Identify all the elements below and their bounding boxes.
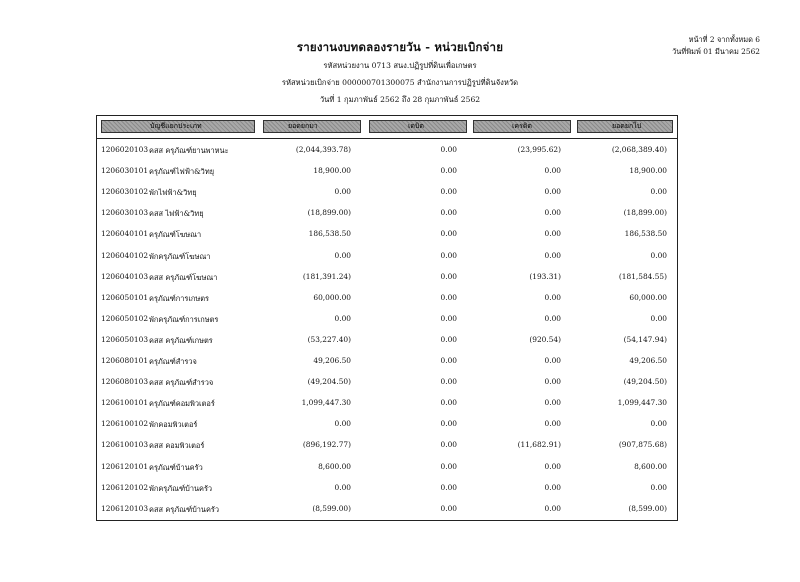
closing-balance: 8,600.00: [634, 461, 667, 471]
closing-balance: (2,068,389.40): [611, 145, 667, 154]
table-row: [97, 498, 677, 520]
opening-balance: (2,044,393.78): [295, 145, 351, 154]
closing-balance: (18,899.00): [623, 208, 667, 218]
account-name: คสส ครุภัณฑ์บ้านครัว: [149, 504, 220, 514]
account-code: 1206030103: [101, 208, 149, 218]
opening-balance: 18,900.00: [313, 166, 351, 176]
account-name: คสส ครุภัณฑ์สำรวจ: [149, 378, 214, 388]
opening-balance: 0.00: [334, 419, 351, 429]
table-row: [97, 245, 677, 267]
account-code: 1206040102: [101, 250, 149, 260]
account-name: ครุภัณฑ์บ้านครัว: [149, 462, 203, 472]
opening-balance: 60,000.00: [313, 292, 351, 302]
closing-balance: (907,875.68): [618, 440, 667, 450]
account-name: ครุภัณฑ์โฆษณา: [149, 230, 202, 240]
account-code: 1206080103: [101, 377, 149, 387]
credit-amount: 0.00: [544, 229, 561, 239]
account-name: ครุภัณฑ์คอมพิวเตอร์: [149, 399, 215, 409]
opening-balance: 8,600.00: [318, 461, 351, 471]
debit-amount: 0.00: [440, 145, 457, 154]
trial-balance-table: [96, 115, 678, 521]
credit-amount: (23,995.62): [517, 145, 561, 154]
table-row: [97, 413, 677, 435]
closing-balance: (181,584.55): [618, 271, 667, 281]
table-row: [97, 223, 677, 245]
account-name: ครุภัณฑ์ไฟฟ้า&วิทยุ: [149, 167, 215, 177]
opening-balance: (53,227.40): [307, 334, 351, 344]
account-name: คสส ครุภัณฑ์ยานพาหนะ: [149, 146, 229, 155]
report-title: รายงานงบทดลองรายวัน - หน่วยเบิกจ่าย: [296, 40, 504, 54]
opening-balance: 0.00: [334, 250, 351, 260]
table-row: [97, 160, 677, 182]
disbursement-unit-line: รหัสหน่วยเบิกจ่าย 000000701300075 สำนักงานการปฏิรูปที่ดินจังหวัด: [281, 78, 519, 87]
opening-balance: (49,204.50): [307, 377, 351, 387]
table-row: [97, 308, 677, 330]
account-code: 1206050102: [101, 313, 149, 323]
account-name: พักครุภัณฑ์บ้านครัว: [149, 483, 213, 493]
credit-amount: 0.00: [544, 166, 561, 176]
column-header-credit: [473, 120, 571, 133]
closing-balance: 1,099,447.30: [617, 398, 667, 408]
credit-amount: (11,682.91): [517, 440, 561, 450]
debit-amount: 0.00: [440, 229, 457, 239]
credit-amount: (920.54): [529, 334, 561, 344]
date-range-line: วันที่ 1 กุมภาพันธ์ 2562 ถึง 28 กุมภาพันธ์ 2562: [319, 95, 481, 104]
table-row: [97, 202, 677, 224]
opening-balance: 0.00: [334, 187, 351, 197]
debit-amount: 0.00: [440, 461, 457, 471]
column-header-account: [101, 120, 255, 133]
account-code: 1206030102: [101, 187, 149, 197]
opening-balance: 186,538.50: [308, 229, 351, 239]
account-name: พักไฟฟ้า&วิทยุ: [149, 188, 197, 198]
closing-balance: 0.00: [650, 419, 667, 429]
account-name: พักครุภัณฑ์การเกษตร: [149, 314, 219, 324]
credit-amount: 0.00: [544, 398, 561, 408]
account-name: ครุภัณฑ์การเกษตร: [149, 293, 210, 303]
account-name: พักครุภัณฑ์โฆษณา: [149, 251, 211, 261]
debit-amount: 0.00: [440, 419, 457, 429]
debit-amount: 0.00: [440, 440, 457, 450]
closing-balance: 49,206.50: [629, 356, 667, 365]
closing-balance: 60,000.00: [629, 292, 667, 302]
credit-amount: 0.00: [544, 250, 561, 260]
account-code: 1206120102: [101, 482, 149, 492]
table-row: [97, 392, 677, 414]
account-code: 1206050101: [101, 292, 149, 302]
page-number: หน้าที่ 2 จากทั้งหมด 6: [688, 35, 760, 44]
credit-amount: 0.00: [544, 292, 561, 302]
table-row: [97, 287, 677, 309]
column-header-account-label: บัญชีแยกประเภท: [150, 122, 202, 130]
closing-balance: (54,147.94): [623, 334, 667, 344]
credit-amount: 0.00: [544, 187, 561, 197]
agency-line: รหัสหน่วยงาน 0713 สนง.ปฏิรูปที่ดินเพื่อเกษตร: [323, 61, 477, 70]
table-row: [97, 329, 677, 351]
opening-balance: 0.00: [334, 482, 351, 492]
debit-amount: 0.00: [440, 166, 457, 176]
column-header-opening-label: ยอดยกมา: [288, 122, 318, 130]
account-code: 1206120101: [101, 461, 149, 471]
table-row: [97, 456, 677, 478]
account-name: ครุภัณฑ์สำรวจ: [149, 357, 197, 366]
closing-balance: 0.00: [650, 313, 667, 323]
table-row: [97, 434, 677, 456]
credit-amount: 0.00: [544, 377, 561, 387]
account-name: พักคอมพิวเตอร์: [149, 420, 198, 430]
closing-balance: (49,204.50): [623, 377, 667, 387]
account-code: 1206040103: [101, 271, 149, 281]
debit-amount: 0.00: [440, 377, 457, 387]
column-header-debit: [369, 120, 467, 133]
debit-amount: 0.00: [440, 398, 457, 408]
account-code: 1206030101: [101, 166, 149, 176]
account-name: คสส ครุภัณฑ์โฆษณา: [149, 272, 218, 282]
column-header-closing-label: ยอดยกไป: [612, 122, 642, 130]
table-row: [97, 371, 677, 393]
page-info: [672, 34, 760, 58]
debit-amount: 0.00: [440, 187, 457, 197]
table-row: [97, 139, 677, 161]
account-code: 1206100103: [101, 440, 149, 450]
credit-amount: 0.00: [544, 419, 561, 429]
column-header-opening: [263, 120, 361, 133]
column-header-debit-label: เดบิต: [408, 122, 424, 130]
opening-balance: 49,206.50: [313, 356, 351, 365]
account-name: คสส ไฟฟ้า&วิทยุ: [149, 209, 204, 219]
print-date: วันที่พิมพ์ 01 มีนาคม 2562: [672, 47, 760, 56]
account-name: คสส ครุภัณฑ์เกษตร: [149, 335, 213, 345]
credit-amount: 0.00: [544, 313, 561, 323]
debit-amount: 0.00: [440, 250, 457, 260]
debit-amount: 0.00: [440, 313, 457, 323]
credit-amount: 0.00: [544, 482, 561, 492]
closing-balance: (8,599.00): [628, 503, 667, 513]
account-code: 1206050103: [101, 334, 149, 344]
account-name: คสส คอมพิวเตอร์: [149, 441, 205, 451]
opening-balance: (8,599.00): [312, 503, 351, 513]
table-row: [97, 181, 677, 203]
column-header-credit-label: เครดิต: [512, 122, 532, 130]
column-header-closing: [577, 120, 673, 133]
debit-amount: 0.00: [440, 503, 457, 513]
account-code: 1206100101: [101, 398, 149, 408]
debit-amount: 0.00: [440, 208, 457, 218]
opening-balance: (18,899.00): [307, 208, 351, 218]
credit-amount: 0.00: [544, 461, 561, 471]
debit-amount: 0.00: [440, 271, 457, 281]
closing-balance: 0.00: [650, 187, 667, 197]
closing-balance: 18,900.00: [629, 166, 667, 176]
table-row: [97, 477, 677, 499]
closing-balance: 186,538.50: [624, 229, 667, 239]
closing-balance: 0.00: [650, 250, 667, 260]
debit-amount: 0.00: [440, 482, 457, 492]
credit-amount: 0.00: [544, 208, 561, 218]
table-header: [97, 116, 677, 139]
account-code: 1206100102: [101, 419, 149, 429]
credit-amount: 0.00: [544, 356, 561, 365]
debit-amount: 0.00: [440, 356, 457, 365]
table-row: [97, 266, 677, 288]
account-code: 1206080101: [101, 356, 149, 365]
credit-amount: 0.00: [544, 503, 561, 513]
account-code: 1206040101: [101, 229, 149, 239]
opening-balance: (181,391.24): [302, 271, 351, 281]
credit-amount: (193.31): [529, 271, 561, 281]
opening-balance: (896,192.77): [302, 440, 351, 450]
debit-amount: 0.00: [440, 334, 457, 344]
account-code: 1206120103: [101, 503, 149, 513]
account-code: 1206020103: [101, 145, 149, 154]
closing-balance: 0.00: [650, 482, 667, 492]
opening-balance: 1,099,447.30: [301, 398, 351, 408]
opening-balance: 0.00: [334, 313, 351, 323]
debit-amount: 0.00: [440, 292, 457, 302]
table-row: [97, 350, 677, 372]
